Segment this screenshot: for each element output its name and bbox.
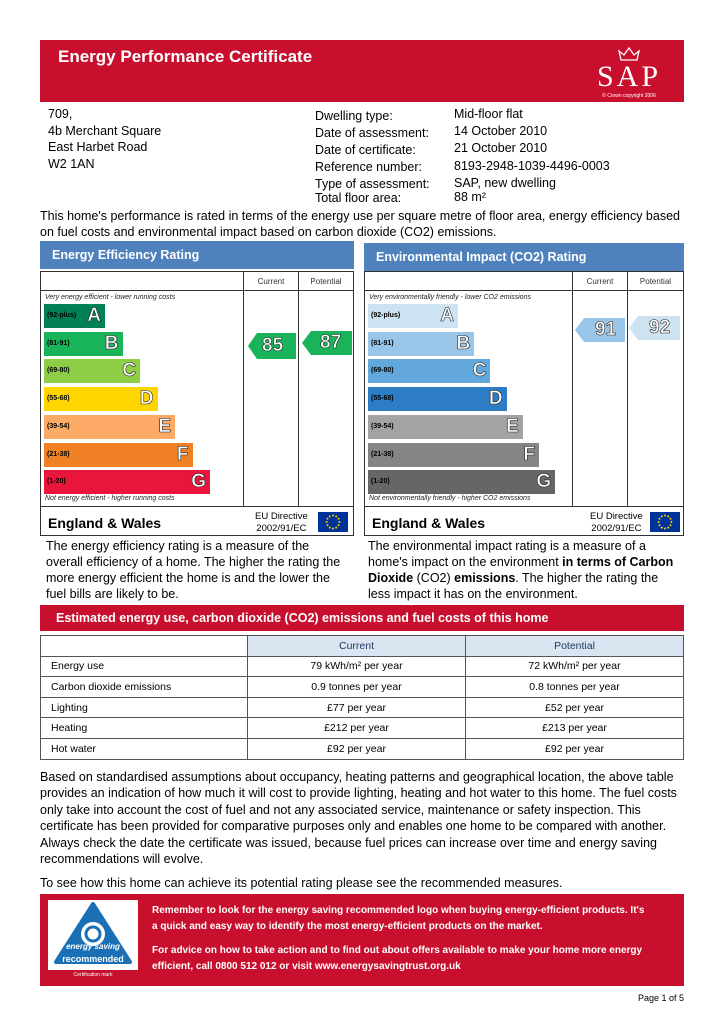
environmental-current-arrow xyxy=(575,318,625,347)
table-header-current: Current xyxy=(248,636,466,657)
directive-line-2: 2002/91/EC xyxy=(591,523,642,534)
rating-band-d xyxy=(44,387,158,411)
efficiency-current-value: 85 xyxy=(262,335,284,356)
efficiency-description: The energy efficiency rating is a measure of the overall efficiency of a home. The higher the rating the more energy efficient the home is and the lower the fuel bills are likely to be. xyxy=(46,539,341,601)
reference-number-value: 8193-2948-1039-4496-0003 xyxy=(454,159,610,173)
band-letter: B xyxy=(456,332,471,354)
table-header-potential: Potential xyxy=(466,636,684,657)
certification-mark-text: Certification mark xyxy=(48,970,138,980)
recommended-measures-text: To see how this home can achieve its potential rating please see the recommended measures. xyxy=(40,876,563,890)
band-letter: E xyxy=(158,415,171,437)
band-range: (1-20) xyxy=(47,478,66,486)
intro-text: This home's performance is rated in terms of the energy use per square metre of floor area, energy efficiency based on fuel costs and environmental impact based on carbon dioxide (CO2) emissions. xyxy=(40,209,680,239)
row-potential: £92 per year xyxy=(466,738,684,759)
band-range: (1-20) xyxy=(371,478,390,486)
band-letter: G xyxy=(191,471,206,493)
efficiency-top-note: Very energy efficient - lower running costs xyxy=(45,294,176,301)
assessment-date-value: 14 October 2010 xyxy=(454,124,548,138)
row-current: 0.9 tonnes per year xyxy=(248,677,466,698)
rating-band-g xyxy=(44,470,210,494)
directive-line-1: EU Directive xyxy=(590,511,643,522)
footer-paragraph-1: Remember to look for the energy saving recommended logo when buying energy-efficient products. It's a quick and easy way to identify the most energy-efficient products on the market. xyxy=(152,905,645,932)
efficiency-region: England & Wales xyxy=(48,515,162,531)
efficiency-current-arrow xyxy=(248,333,296,364)
band-letter: A xyxy=(87,305,101,326)
rating-band-d xyxy=(368,387,507,411)
row-potential: £52 per year xyxy=(466,697,684,718)
address-line-1: 709, xyxy=(48,107,73,121)
environmental-potential-header: Potential xyxy=(639,277,672,286)
row-potential: 0.8 tonnes per year xyxy=(466,677,684,698)
row-current: £92 per year xyxy=(248,738,466,759)
environmental-bottom-note: Not environmentally friendly - higher CO2 emissions xyxy=(369,495,531,502)
band-range: (81-91) xyxy=(47,339,70,347)
efficiency-bottom-note: Not energy efficient - higher running costs xyxy=(45,495,175,502)
address-line-2: 4b Merchant Square xyxy=(48,124,162,138)
environmental-potential-value: 92 xyxy=(649,317,671,338)
rating-band-e xyxy=(44,415,175,439)
band-range: (92-plus) xyxy=(371,312,401,319)
band-letter: E xyxy=(506,415,519,437)
estimate-section-title: Estimated energy use, carbon dioxide (CO2) emissions and fuel costs of this home xyxy=(40,605,684,631)
address-line-3: East Harbet Road xyxy=(48,140,148,154)
sap-logo-text: SAP xyxy=(596,60,662,93)
band-range: (81-91) xyxy=(371,339,394,347)
efficiency-potential-header: Potential xyxy=(310,277,342,286)
band-range: (21-38) xyxy=(371,450,394,458)
rating-band-f xyxy=(368,443,539,467)
environmental-potential-arrow xyxy=(629,316,680,345)
environmental-description xyxy=(368,538,680,602)
efficiency-directive xyxy=(255,511,308,535)
efficiency-panel xyxy=(40,241,354,269)
environmental-region: England & Wales xyxy=(372,515,486,531)
band-letter: B xyxy=(104,332,119,354)
rating-band-f xyxy=(44,443,193,467)
directive-line-2: 2002/91/EC xyxy=(256,523,307,534)
row-current: 79 kWh/m² per year xyxy=(248,656,466,677)
environmental-title-text: Environmental Impact (CO2) Rating xyxy=(376,250,587,264)
floor-area-value: 88 m² xyxy=(454,190,486,204)
sap-logo xyxy=(584,46,674,98)
efficiency-chart xyxy=(40,271,354,536)
table-row xyxy=(41,697,684,718)
table-header-row xyxy=(41,636,684,657)
explanation-text: Based on standardised assumptions about occupancy, heating patterns and geographical location, the above table provides an indication of how much it will cost to provide lighting, heating and hot water to this home. The fuel costs only take into account the cost of fuel and not any associated service, maintenance or safety inspection. This certificate has been provided for comparative purposes only and enables one home to be compared with another. Always check the date the certificate was issued, because fuel prices can increase over time and energy saving recommendations will evolve. xyxy=(40,770,677,867)
header-banner xyxy=(40,40,684,102)
address-line-4: W2 1AN xyxy=(48,157,95,171)
band-range: (55-68) xyxy=(47,395,70,403)
logo-text-line-2: recommended xyxy=(62,954,124,964)
efficiency-title: Energy Efficiency Rating xyxy=(40,241,354,269)
env-desc-part-3: (CO2) xyxy=(413,571,455,585)
env-desc-part-1: The environmental impact rating is a measure of a home's impact on the environment xyxy=(368,539,646,569)
row-potential: £213 per year xyxy=(466,718,684,739)
footer-paragraph-2: For advice on how to take action and to find out about offers available to make your home more energy efficient, call 0800 512 012 or visit www.energysavingtrust.org.uk xyxy=(152,945,643,972)
energy-saving-logo xyxy=(48,900,138,980)
band-letter: C xyxy=(472,360,487,382)
table-header-blank xyxy=(41,636,248,657)
rating-band-b xyxy=(368,332,474,356)
row-potential: 72 kWh/m² per year xyxy=(466,656,684,677)
env-desc-part-4: emissions xyxy=(454,571,516,585)
floor-area-label: Total floor area: xyxy=(315,191,402,205)
environmental-panel xyxy=(364,243,684,271)
logo-text-line-1: energy saving xyxy=(66,942,120,951)
band-range: (39-54) xyxy=(47,422,70,430)
certificate-date-value: 21 October 2010 xyxy=(454,141,548,155)
band-letter: C xyxy=(122,360,136,382)
band-letter: A xyxy=(440,305,454,326)
eu-flag-icon xyxy=(650,512,680,532)
row-label: Hot water xyxy=(41,738,248,759)
environmental-directive xyxy=(590,511,643,535)
footer-banner xyxy=(40,894,684,986)
row-label: Carbon dioxide emissions xyxy=(41,677,248,698)
assessment-date-label: Date of assessment: xyxy=(315,126,429,140)
band-range: (39-54) xyxy=(371,422,394,430)
row-label: Lighting xyxy=(41,697,248,718)
band-letter: F xyxy=(176,443,189,465)
eu-flag-icon xyxy=(318,512,348,532)
table-row xyxy=(41,677,684,698)
page-number: Page 1 of 5 xyxy=(637,993,684,1003)
environmental-current-header: Current xyxy=(586,277,614,286)
environmental-top-note: Very environmentally friendly - lower CO2 emissions xyxy=(369,294,531,301)
rating-band-g xyxy=(368,470,555,494)
reference-number-label: Reference number: xyxy=(315,160,423,174)
row-label: Energy use xyxy=(41,656,248,677)
cost-table xyxy=(40,635,684,760)
row-current: £77 per year xyxy=(248,697,466,718)
env-desc-part-5: . The higher the rating the less impact it has on the environment. xyxy=(368,571,659,601)
certificate-date-label: Date of certificate: xyxy=(315,143,416,157)
env-desc-part-2: in terms of Carbon Dioxide xyxy=(368,555,674,585)
row-label: Heating xyxy=(41,718,248,739)
band-range: (92-plus) xyxy=(47,312,77,319)
environmental-chart xyxy=(364,271,684,536)
table-row xyxy=(41,738,684,759)
table-row xyxy=(41,718,684,739)
rating-band-a xyxy=(368,304,458,328)
rating-band-b xyxy=(44,332,123,356)
page-title: Energy Performance Certificate xyxy=(58,47,313,66)
directive-line-1: EU Directive xyxy=(255,511,308,522)
band-range: (69-80) xyxy=(371,367,394,375)
band-letter: G xyxy=(536,471,552,493)
table-row xyxy=(41,656,684,677)
row-current: £212 per year xyxy=(248,718,466,739)
environmental-title xyxy=(364,243,684,271)
rating-band-c xyxy=(44,359,140,383)
assessment-type-value: SAP, new dwelling xyxy=(454,176,556,190)
efficiency-potential-value: 87 xyxy=(320,332,342,353)
assessment-type-label: Type of assessment: xyxy=(315,177,430,191)
band-letter: D xyxy=(488,388,503,410)
band-range: (69-80) xyxy=(47,367,70,375)
sap-logo-copyright: © Crown copyright 2006 xyxy=(602,93,656,99)
dwelling-type-label: Dwelling type: xyxy=(315,109,393,123)
environmental-current-value: 91 xyxy=(595,319,617,340)
band-range: (55-68) xyxy=(371,395,394,403)
rating-band-e xyxy=(368,415,523,439)
band-range: (21-38) xyxy=(47,450,70,458)
efficiency-current-header: Current xyxy=(257,277,285,286)
rating-band-a xyxy=(44,304,105,328)
dwelling-type-value: Mid-floor flat xyxy=(454,107,523,121)
rating-band-c xyxy=(368,359,490,383)
band-letter: D xyxy=(139,388,154,410)
efficiency-potential-arrow xyxy=(302,331,352,360)
band-letter: F xyxy=(523,443,535,465)
